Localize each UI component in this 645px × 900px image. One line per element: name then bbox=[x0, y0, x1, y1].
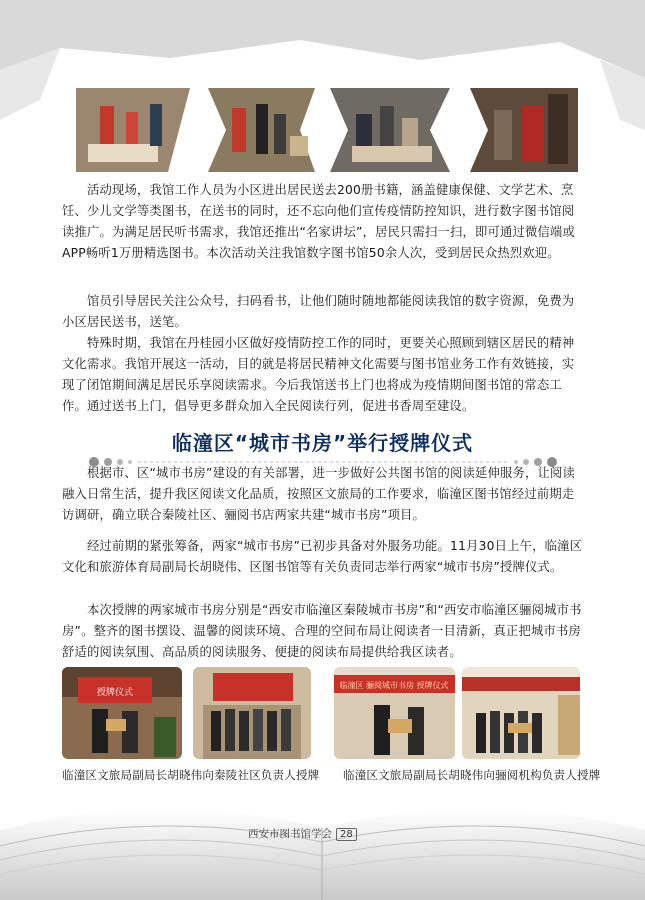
paragraph-guide-residents: 馆员引导居民关注公众号，扫码看书，让他们随时随地都能阅读我馆的数字资源，免费为小区居民送书，送笔。 bbox=[62, 294, 575, 329]
section-title: 临潼区“城市书房”举行授牌仪式 bbox=[171, 431, 474, 455]
ceremony-photo-3 bbox=[334, 667, 455, 759]
banner-text-1: 授牌仪式 bbox=[96, 688, 134, 698]
journal-name: 西安市图书馆学会 bbox=[248, 828, 332, 840]
paragraph-deployment: 根据市、区“城市书房”建设的有关部署，进一步做好公共图书馆的阅读延伸服务，让阅读融入日常生活，提升我区阅读文化品质，按照区文旅局的工作要求，临潼区图书馆经过前期走访调研，确立联合秦陵社区、骊阅书店两家共建“城市书房”项目。 bbox=[62, 466, 576, 522]
ceremony-photo-4 bbox=[462, 667, 580, 759]
caption-qinling: 临潼区文旅局副局长胡晓伟向秦陵社区负责人授牌 bbox=[62, 768, 320, 782]
page-number: 28 bbox=[336, 828, 357, 841]
page-footer bbox=[248, 826, 357, 841]
paragraph-two-book-houses: 本次授牌的两家城市书房分别是“西安市临潼区秦陵城市书房”和“西安市临潼区骊阅城市书房”。整齐的图书摆设、温馨的阅读环境、合理的空间布局让阅读者一目清新，真正把城市书房舒适的阅读氛围、高品质的阅读服务、便捷的阅读布局提供给我区读者。 bbox=[62, 603, 582, 659]
banner-text-3: 临潼区 骊阅城市书房 授牌仪式 bbox=[339, 681, 449, 690]
ceremony-photo-2 bbox=[193, 667, 311, 759]
paragraph-preparation: 经过前期的紧张筹备，两家“城市书房”已初步具备对外服务功能。11月30日上午，临潼区文化和旅游体育局副局长胡晓伟、区图书馆等有关负责同志举行两家“城市书房”授牌仪式。 bbox=[62, 539, 583, 574]
paragraph-special-period: 特殊时期，我馆在丹桂园小区做好疫情防控工作的同时，更要关心照顾到辖区居民的精神文化需求。我馆开展这一活动，目的就是将居民精神文化需要与图书馆业务工作有效链接，实现了闭馆期间满足居民乐享阅读需求。今后我馆送书上门也将成为疫情期间图书馆的常态工作。通过送书上门，倡导更多群众加入全民阅读行列，促进书香周至建设。 bbox=[62, 336, 575, 413]
caption-liyue: 临潼区文旅局副局长胡晓伟向骊阅机构负责人授牌 bbox=[343, 768, 601, 782]
activity-photo-strip bbox=[0, 84, 645, 176]
paragraph-activity-scene: 活动现场，我馆工作人员为小区进出居民送去200册书籍，涵盖健康保健、文学艺术、烹饪、少儿文学等类图书，在送书的同时，还不忘向他们宣传疫情防控知识，进行数字图书馆阅读推广。为满足居民听书需求，我馆还推出“名家讲坛”，居民只需扫一扫，即可通过微信端或APP畅听1万册精选图书。本次活动关注我馆数字图书馆50余人次，受到居民众热烈欢迎。 bbox=[62, 183, 576, 260]
ceremony-photo-1 bbox=[62, 667, 182, 759]
